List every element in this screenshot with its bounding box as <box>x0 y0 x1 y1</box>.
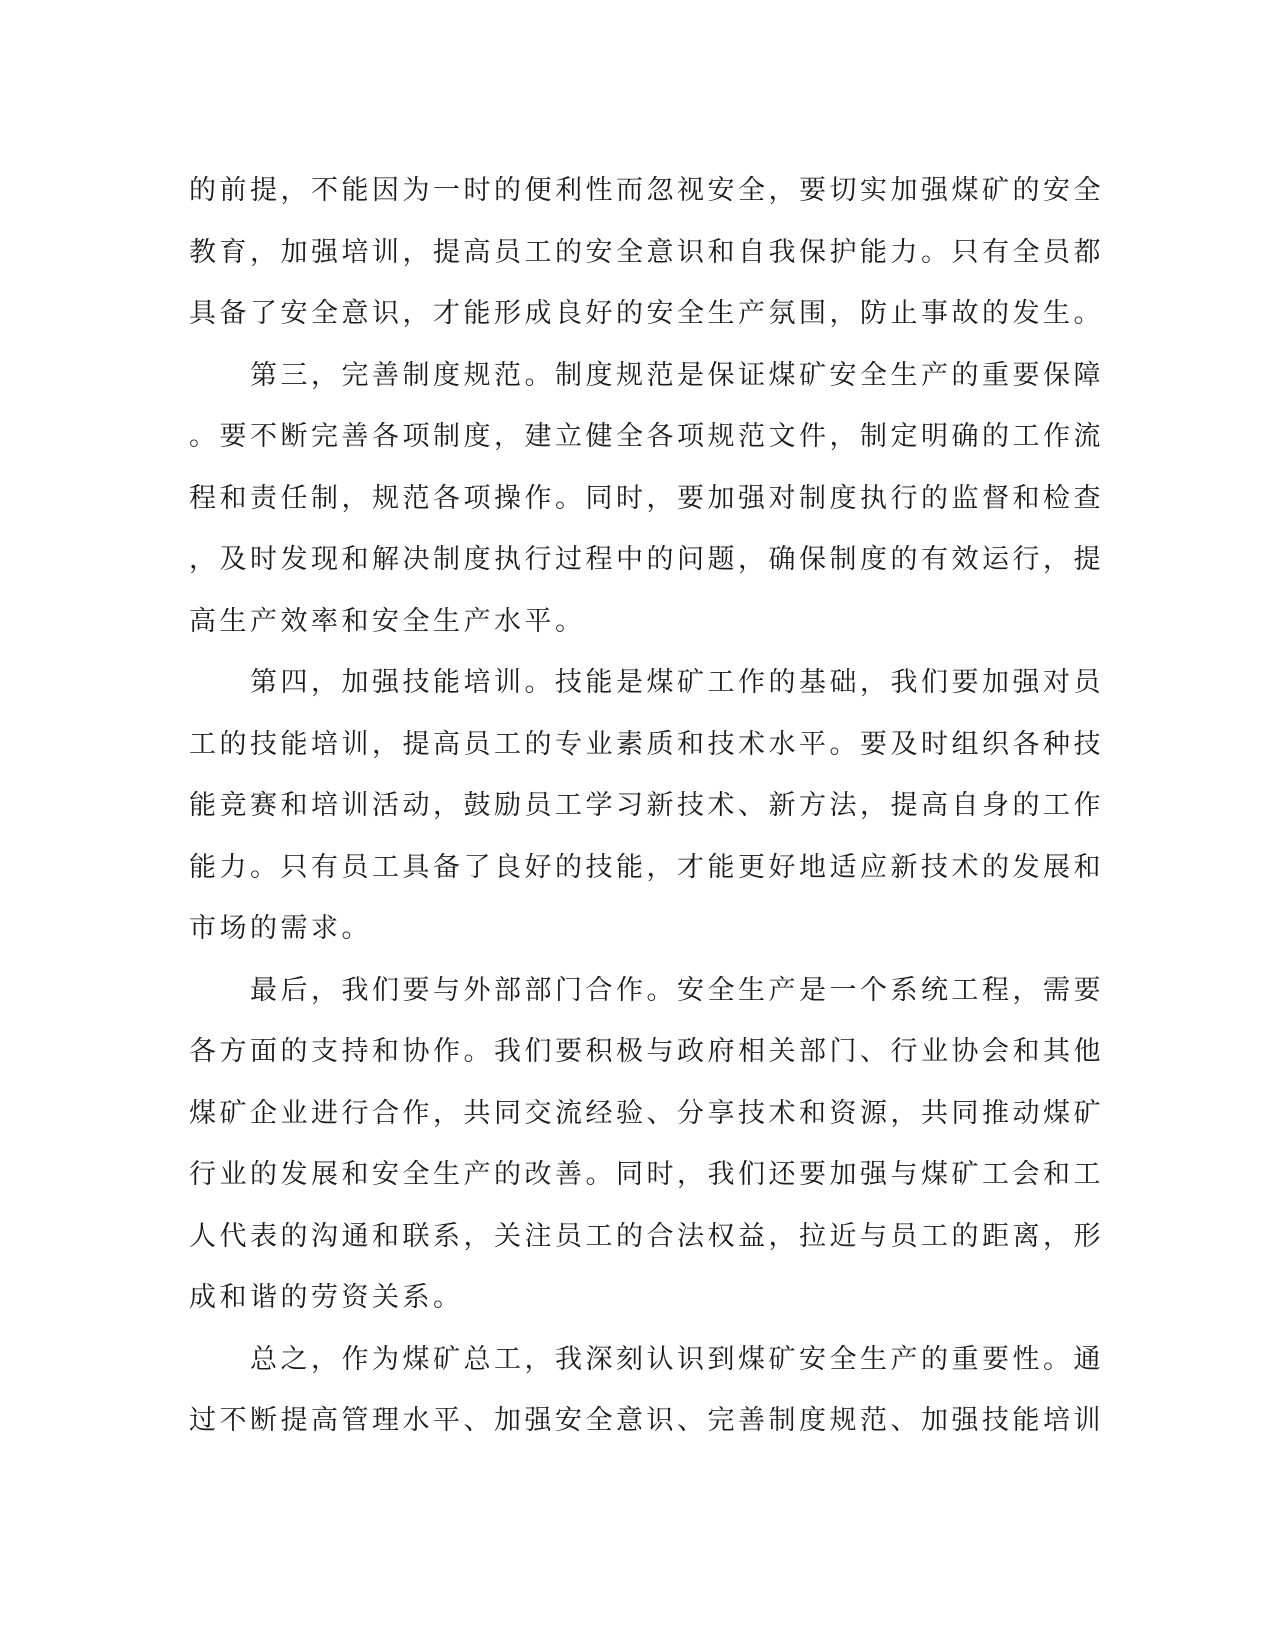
text-line-20: 总之，作为煤矿总工，我深刻认识到煤矿安全生产的重要性。通 <box>189 1343 1104 1375</box>
text-line-10: 工的技能培训，提高员工的专业素质和技术水平。要及时组织各种技 <box>189 728 1104 760</box>
text-line-3: 具备了安全意识，才能形成良好的安全生产氛围，防止事故的发生。 <box>189 298 1104 329</box>
text-line-15: 各方面的支持和协作。我们要积极与政府相关部门、行业协会和其他 <box>189 1036 1104 1067</box>
text-line-19: 成和谐的劳资关系。 <box>189 1282 464 1313</box>
text-line-17: 行业的发展和安全生产的改善。同时，我们还要加强与煤矿工会和工 <box>189 1159 1104 1190</box>
text-line-13: 市场的需求。 <box>189 913 372 944</box>
text-line-14: 最后，我们要与外部部门合作。安全生产是一个系统工程，需要 <box>189 974 1104 1006</box>
text-line-2: 教育，加强培训，提高员工的安全意识和自我保护能力。只有全员都 <box>189 236 1104 268</box>
text-line-11: 能竞赛和培训活动，鼓励员工学习新技术、新方法，提高自身的工作 <box>189 790 1104 821</box>
text-line-21: 过不断提高管理水平、加强安全意识、完善制度规范、加强技能培训 <box>189 1405 1104 1436</box>
text-line-6: 程和责任制，规范各项操作。同时，要加强对制度执行的监督和检查 <box>189 482 1104 514</box>
text-line-18: 人代表的沟通和联系，关注员工的合法权益，拉近与员工的距离，形 <box>189 1220 1104 1252</box>
text-line-8: 高生产效率和安全生产水平。 <box>189 605 586 637</box>
text-line-16: 煤矿企业进行合作，共同交流经验、分享技术和资源，共同推动煤矿 <box>189 1097 1104 1129</box>
text-line-5: 。要不断完善各项制度，建立健全各项规范文件，制定明确的工作流 <box>189 421 1104 452</box>
text-line-4: 第三，完善制度规范。制度规范是保证煤矿安全生产的重要保障 <box>189 359 1104 391</box>
body-text <box>189 160 1104 1452</box>
text-line-7: ，及时发现和解决制度执行过程中的问题，确保制度的有效运行，提 <box>189 544 1104 575</box>
text-line-9: 第四，加强技能培训。技能是煤矿工作的基础，我们要加强对员 <box>189 667 1104 698</box>
text-line-1: 的前提，不能因为一时的便利性而忽视安全，要切实加强煤矿的安全 <box>189 175 1104 206</box>
text-line-12: 能力。只有员工具备了良好的技能，才能更好地适应新技术的发展和 <box>189 851 1104 883</box>
